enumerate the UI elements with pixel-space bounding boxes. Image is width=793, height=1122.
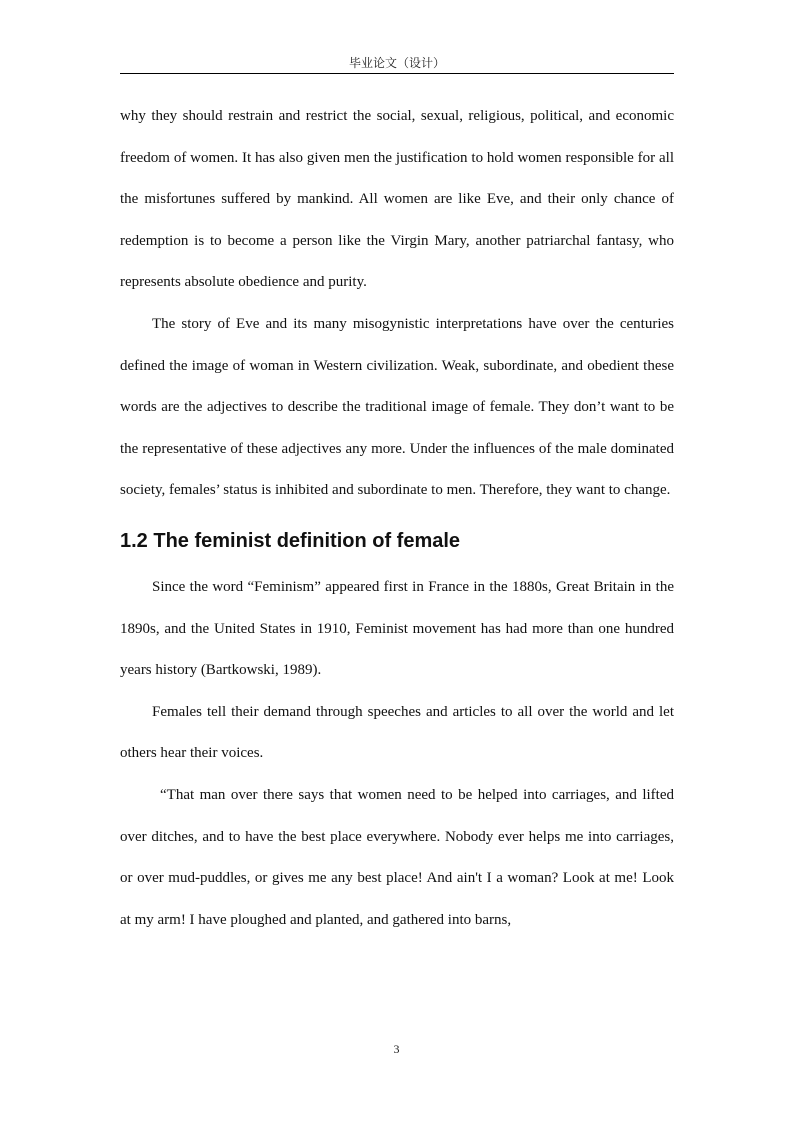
page-number: 3 — [393, 1042, 400, 1056]
section-heading: 1.2 The feminist definition of female — [120, 529, 461, 552]
paragraph-eve-continuation: why they should restrain and restrict the social, sexual, religious, political, and economic freedom of women. It has also given men the justification to hold women responsible for all the misfortunes suffered by mankind. All women are like Eve, and their only chance of redemption is to become a person like the Virgin Mary, another patriarchal fantasy, who represents absolute obedience and purity. — [120, 108, 674, 291]
paragraph-females-demand: Females tell their demand through speeches and articles to all over the world and let others hear their voices. — [120, 703, 674, 762]
header-divider — [120, 73, 674, 74]
paragraph-feminism-history: Since the word “Feminism” appeared first in France in the 1880s, Great Britain in the 1890s, and the United States in 1910, Feminist movement has had more than one hundred years history (Bartkowski, 1989). — [120, 578, 674, 679]
page-header: 毕业论文（设计） — [348, 56, 445, 70]
document-body — [120, 96, 674, 941]
paragraph-story-of-eve: The story of Eve and its many misogynistic interpretations have over the centuries defined the image of woman in Western civilization. Weak, subordinate, and obedient these words are the adjectives to describe the traditional image of female. They don’t want to be the representative of these adjectives any more. Under the influences of the male dominated society, females’ status is inhibited and subordinate to men. Therefore, they want to change. — [120, 315, 674, 499]
paragraph-quotation: “That man over there says that women need to be helped into carriages, and lifted over ditches, and to have the best place everywhere. Nobody ever helps me into carriages, or over mud-puddles, or gives me any best place! And ain't I a woman? Look at me! Look at my arm! I have ploughed and planted, and gathered into barns, — [120, 786, 674, 928]
